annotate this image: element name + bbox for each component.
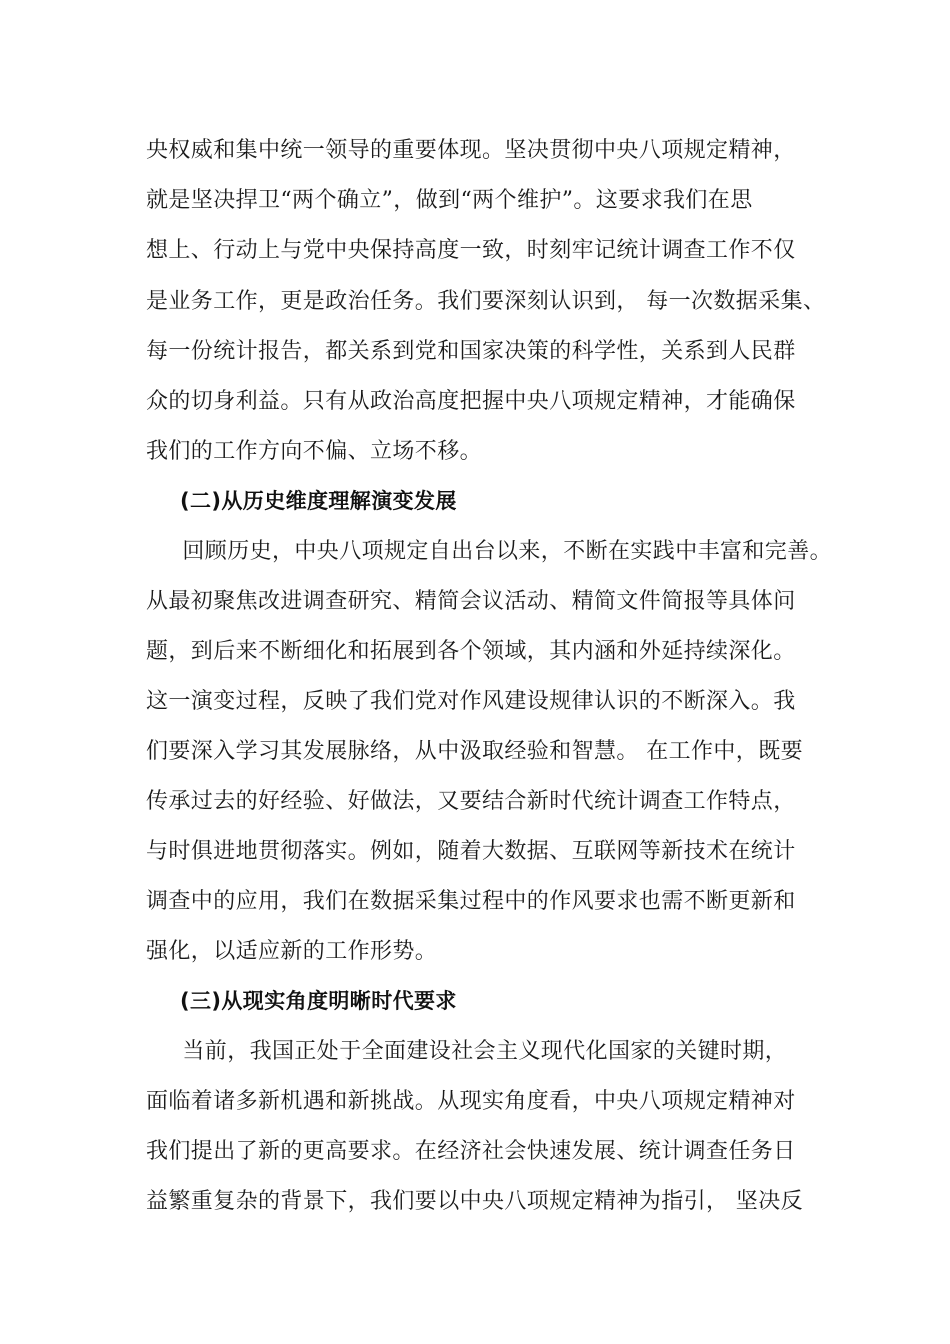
section-heading: (三)从现实角度明晰时代要求 [180, 989, 457, 1013]
text-line: 央权威和集中统一领导的重要体现。坚决贯彻中央八项规定精神， [146, 138, 796, 163]
text-line: 传承过去的好经验、好做法，又要结合新时代统计调查工作特点， [146, 789, 796, 814]
text-line: 众的切身利益。只有从政治高度把握中央八项规定精神，才能确保 [146, 389, 796, 414]
text-line: 面临着诸多新机遇和新挑战。从现实角度看，中央八项规定精神对 [146, 1089, 796, 1114]
text-line: 调查中的应用，我们在数据采集过程中的作风要求也需不断更新和 [146, 889, 796, 914]
text-line: 每一份统计报告，都关系到党和国家决策的科学性，关系到人民群 [146, 339, 796, 364]
text-line: 回顾历史，中央八项规定自出台以来，不断在实践中丰富和完善。 [160, 539, 833, 564]
text-line: 这一演变过程，反映了我们党对作风建设规律认识的不断深入。我 [146, 689, 796, 714]
section-heading: (二)从历史维度理解演变发展 [180, 489, 457, 513]
text-line: 与时俱进地贯彻落实。例如，随着大数据、互联网等新技术在统计 [146, 839, 796, 864]
text-line: 从最初聚焦改进调查研究、精简会议活动、精简文件简报等具体问 [146, 589, 796, 614]
text-line: 我们的工作方向不偏、立场不移。 [146, 439, 483, 464]
text-line: 益繁重复杂的背景下，我们要以中央八项规定精神为指引， 坚决反 [146, 1189, 803, 1214]
text-line: 题，到后来不断细化和拓展到各个领域，其内涵和外延持续深化。 [146, 639, 796, 664]
text-line: 我们提出了新的更高要求。在经济社会快速发展、统计调查任务日 [146, 1139, 796, 1164]
text-line: 是业务工作，更是政治任务。我们要深刻认识到， 每一次数据采集、 [146, 289, 826, 314]
text-line: 们要深入学习其发展脉络，从中汲取经验和智慧。 在工作中，既要 [146, 739, 803, 764]
text-line: 当前，我国正处于全面建设社会主义现代化国家的关键时期， [160, 1039, 788, 1064]
text-line: 强化，以适应新的工作形势。 [146, 939, 438, 964]
text-line: 就是坚决捍卫“两个确立”，做到“两个维护”。这要求我们在思 [146, 188, 753, 213]
text-line: 想上、行动上与党中央保持高度一致，时刻牢记统计调查工作不仅 [146, 238, 796, 263]
